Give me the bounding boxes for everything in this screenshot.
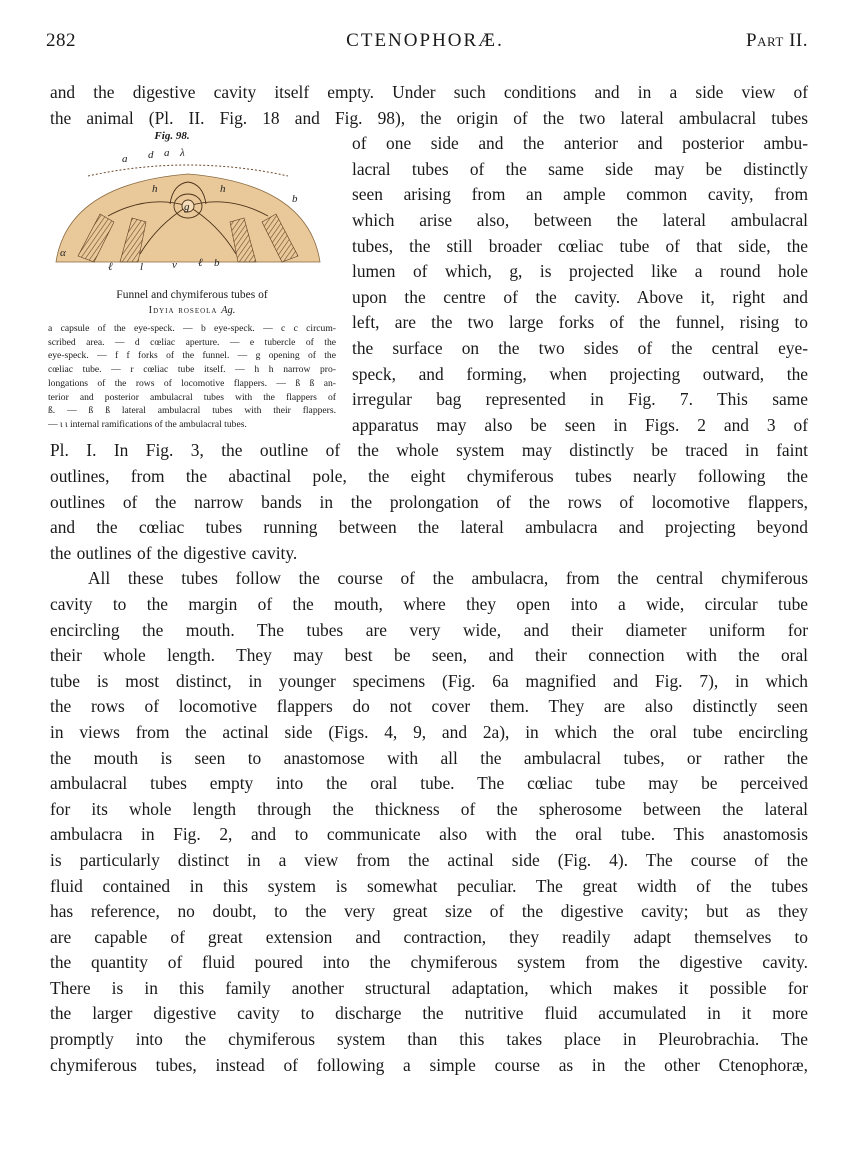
text-line: tubes, the still broader cœliac tube of that side, the — [352, 235, 808, 256]
art-letter: a — [122, 153, 128, 165]
text-line: cavity to the margin of the mouth, where they open into a wide, circular tube — [50, 593, 808, 614]
text-line: apparatus may also be seen in Figs. 2 and 3 of — [352, 414, 808, 435]
text-line: outlines, from the abactinal pole, the eight chymiferous tubes nearly following the — [50, 465, 808, 486]
art-letter: v — [172, 259, 177, 271]
legend-line: — ι ι internal ramifications of the ambulacral tubes. — [48, 418, 247, 430]
text-line: There is in this family another structural adaptation, which makes it possible for — [50, 977, 808, 998]
text-line: the rows of locomotive flappers do not cover them. They are also distinctly seen — [50, 696, 808, 717]
text-line: left, are the two large forks of the funnel, rising to — [352, 312, 808, 333]
text-line: chymiferous tubes, instead of following a simple course as in the other Ctenophoræ, — [50, 1054, 808, 1075]
art-letter: l — [140, 261, 144, 273]
legend-line: cœliac tube. — r cœliac tube itself. — h h narrow pro- — [48, 364, 336, 376]
art-letter: g — [184, 201, 190, 213]
text-line: of one side and the anterior and posterior ambu- — [352, 133, 808, 154]
figure-label: Fig. 98. — [154, 130, 190, 142]
legend-line: longations of the rows of locomotive flappers. — ß ß an- — [48, 377, 336, 389]
text-line: the animal (Pl. II. Fig. 18 and Fig. 98), the origin of the two lateral ambulacral tubes — [50, 107, 808, 128]
art-letter: ℓ — [198, 257, 203, 269]
text-line: ambulacra in Fig. 2, and to communicate also with the oral tube. This anastomosis — [50, 824, 808, 845]
text-line: the quantity of fluid poured into the chymiferous system from the digestive cavity. — [50, 952, 808, 973]
text-line: promptly into the chymiferous system than this takes place in Pleurobrachia. The — [50, 1029, 808, 1050]
legend-line: eye-speck. — f f forks of the funnel. — g opening of the — [48, 350, 336, 362]
text-line: seen arising from an ample common cavity, from — [352, 184, 808, 205]
text-line: lacral tubes of the same side may be distinctly — [352, 158, 808, 179]
paragraph-2 — [50, 566, 808, 1078]
text-line: the outlines of the digestive cavity. — [50, 542, 298, 563]
art-letter: a — [164, 147, 170, 159]
text-line: and the digestive cavity itself empty. Under such conditions and in a side view of — [50, 82, 808, 102]
species-author: Ag. — [221, 305, 236, 316]
text-line: their whole length. They may best be seen, and their connection with the oral — [50, 645, 808, 666]
art-letter: b — [292, 193, 298, 205]
legend-line: a capsule of the eye-speck. — b eye-speck. — c c circum- — [48, 323, 336, 334]
part-label: Part II. — [746, 30, 808, 51]
text-line: Pl. I. In Fig. 3, the outline of the whole system may distinctly be traced in faint — [50, 440, 808, 461]
art-letter: α — [60, 247, 66, 259]
art-letter: h — [220, 183, 226, 195]
text-line: the larger digestive cavity to discharge the nutritive fluid accumulated in it more — [50, 1003, 808, 1024]
legend-line: terior and posterior ambulacral tubes with the flappers of — [48, 391, 336, 403]
text-line: which arise also, between the lateral ambulacral — [352, 209, 808, 230]
text-line: upon the centre of the cavity. Above it, right and — [352, 286, 808, 307]
paragraph-1-side — [352, 131, 808, 438]
text-line: outlines of the narrow bands in the prolongation of the rows of locomotive flappers, — [50, 491, 808, 512]
text-line: the mouth is seen to anastomose with all the ambulacral tubes, or rather the — [50, 747, 808, 768]
figure-98 — [48, 130, 336, 432]
text-line: has reference, no doubt, to the very great size of the digestive cavity; but as they — [50, 901, 808, 922]
text-line: ambulacral tubes empty into the oral tube. The cœliac tube may be perceived — [50, 773, 808, 794]
text-line: are capable of great extension and contraction, they readily adapt themselves to — [50, 926, 808, 947]
text-line: for its whole length through the thickness of the spherosome between the lateral — [50, 798, 808, 819]
art-letter: b — [214, 257, 220, 269]
text-line: and the cœliac tubes running between the lateral ambulacra and projecting beyond — [50, 517, 808, 538]
text-line: lumen of which, g, is projected like a round hole — [352, 261, 808, 282]
text-line: fluid contained in this system is somewhat peculiar. The great width of the tubes — [50, 875, 808, 896]
text-line: irregular bag represented in Fig. 7. This same — [352, 389, 808, 410]
text-line: All these tubes follow the course of the ambulacra, from the central chymiferous — [88, 568, 808, 589]
text-line: is particularly distinct in a view from the actinal side (Fig. 4). The course of the — [50, 849, 808, 870]
art-letter: ℓ — [108, 261, 113, 273]
page-number: 282 — [46, 30, 76, 51]
figure-species — [48, 303, 336, 318]
funnel-illustration — [48, 144, 328, 274]
species-name: Idyia roseola — [148, 305, 218, 316]
art-letter: h — [152, 183, 158, 195]
art-letter: λ — [180, 147, 185, 159]
legend-line: scribed area. — d cœliac aperture. — e tubercle of the — [48, 336, 336, 348]
text-line: tube is most distinct, in younger specimens (Fig. 6a magnified and Fig. 7), in which — [50, 670, 808, 691]
figure-caption: Funnel and chymiferous tubes of — [116, 289, 268, 301]
paragraph-1-top — [50, 80, 808, 131]
legend-line: ß. — ß ß lateral ambulacral tubes with their flappers. — [48, 405, 336, 417]
text-line: encircling the mouth. The tubes are very wide, and their diameter uniform for — [50, 619, 808, 640]
text-line: in views from the actinal side (Figs. 4, 9, and 2a), in which the oral tube encircling — [50, 721, 808, 742]
art-letter: d — [148, 149, 154, 161]
text-line: speck, and forming, when projecting outward, the — [352, 363, 808, 384]
figure-legend — [48, 322, 336, 432]
running-title: CTENOPHORÆ. — [346, 30, 504, 51]
paragraph-1-rest — [50, 438, 808, 566]
text-line: the surface on the two sides of the central eye- — [352, 337, 808, 358]
